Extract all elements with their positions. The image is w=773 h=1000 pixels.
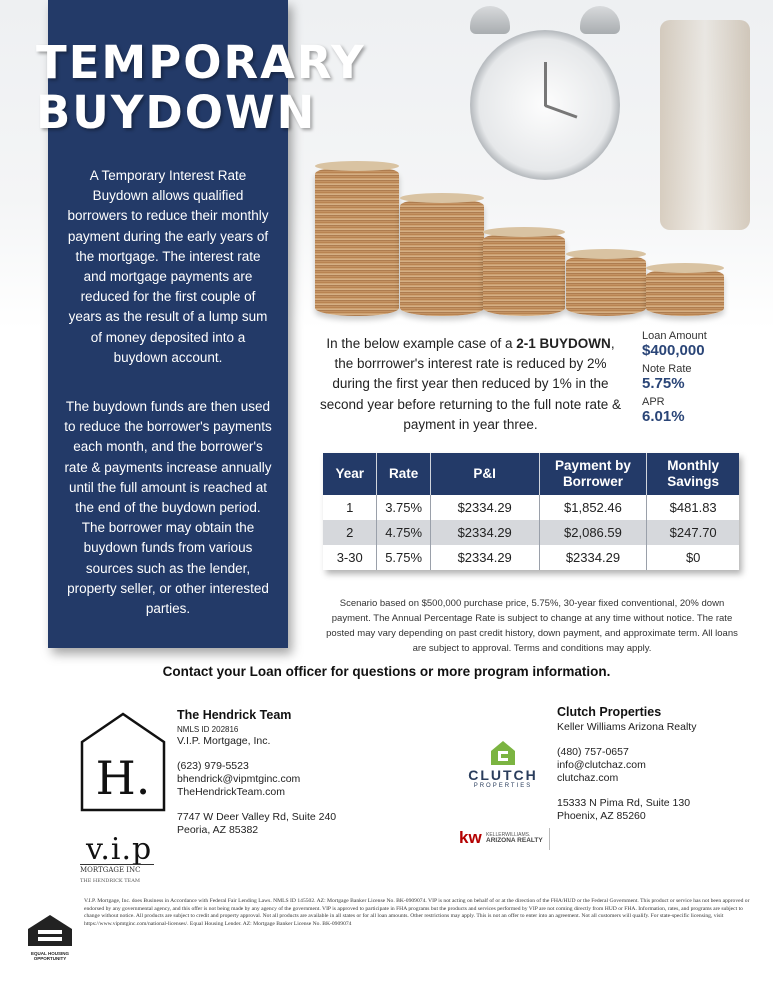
table-cell: 5.75% [377, 545, 430, 570]
header-year: Year [323, 453, 377, 495]
clutch-logo-sub: PROPERTIES [473, 783, 533, 789]
kw-line-2: ARIZONA REALTY [486, 837, 543, 844]
header-pi: P&I [430, 453, 539, 495]
intro-after: , the borrrower's interest rate is reduced by 2% during the first year then reduced by 1% in the second year before returning to the full note rate & payment in year three. [320, 336, 621, 432]
table-cell: $247.70 [647, 520, 739, 545]
clutch-properties-logo [466, 740, 540, 796]
hendrick-contact-card [177, 709, 397, 837]
sidebar-paragraph-2: The buydown funds are then used to reduce the borrower's payments each month, and the borrower's rate & payments increase annually until the full amount is reached at the end of the buydown period. The borrower may obtain the buydown funds from various sources such as the lender, property seller, or other interested parties. [64, 399, 272, 617]
hendrick-address-line-1: 7747 W Deer Valley Rd, Suite 240 [177, 811, 337, 823]
apr-label: APR [642, 396, 665, 408]
note-rate-label: Note Rate [642, 363, 692, 375]
hendrick-nmls: NMLS ID 202816 [177, 725, 239, 734]
eho-line-2: OPPORTUNITY [33, 956, 67, 961]
loan-amount-label: Loan Amount [642, 330, 707, 342]
table-cell: $2334.29 [430, 520, 539, 545]
table-cell: $481.83 [647, 495, 739, 520]
alarm-clock-image [470, 30, 620, 180]
table-cell: 3-30 [323, 545, 377, 570]
table-cell: $1,852.46 [539, 495, 647, 520]
coin-jar-image [660, 20, 750, 230]
contact-callout: Contact your Loan officer for questions or more program information. [162, 664, 611, 679]
apr-value: 6.01% [642, 408, 685, 425]
clock-bell-left [470, 6, 510, 34]
coin-stack-1 [315, 166, 399, 316]
rate-summary [642, 330, 762, 429]
table-cell: $2334.29 [430, 495, 539, 520]
vip-logo-subtitle: MORTGAGE INC [80, 864, 154, 874]
vip-logo-team: THE HENDRICK TEAM [80, 878, 140, 884]
scenario-disclaimer: Scenario based on $500,000 purchase price, 5.75%, 30-year fixed conventional, 20% down payment. The Annual Percentage Rate is subject to change at any time without notice. The rate posted may vary depending on past credit history, down payment, and approximate term. All loans are subject to approval. Terms and conditions may apply. [326, 598, 738, 654]
equal-housing-logo [24, 913, 76, 963]
hendrick-website[interactable]: TheHendrickTeam.com [177, 786, 285, 798]
clutch-website[interactable]: clutchaz.com [557, 772, 619, 784]
table-cell: $2334.29 [539, 545, 647, 570]
hendrick-team-name: The Hendrick Team [177, 708, 292, 722]
table-row [323, 545, 739, 570]
hendrick-email[interactable]: bhendrick@vipmtginc.com [177, 773, 301, 785]
vip-mortgage-logo [78, 828, 156, 888]
clutch-name: Clutch Properties [557, 705, 662, 719]
clutch-house-icon [490, 740, 516, 766]
legal-fine-print: V.I.P. Mortgage, Inc. does Business in Accordance with Federal Fair Lending Laws. NMLS ID 145502. AZ: Mortgage Banker License No. BK-0909074. VIP is not acting on behalf of or at the direction of the FHA/HUD or the Federal Government. This product or service has not been approved or endorsed by any governmental agency, and this offer is not being made by any agency of the government. VIP is approved to participate in FHA programs but the products and services performed by VIP are not coming directly from HUD or FHA. Information, rates, and programs are subject to change without notice. All products are subject to credit and property approval. Not all products are available in all states or for all loan amounts. Other restrictions may apply. This is not an offer to enter into an agreement. Not all customers will qualify. For state-specific licensing, visit https://www.vipmtginc.com/national-licenses/. Equal Housing Lender. AZ: Mortgage Banker License No. BK-0909074 [84, 898, 750, 927]
note-rate-value: 5.75% [642, 375, 685, 392]
hendrick-house-logo [80, 712, 166, 812]
clutch-address-line-1: 15333 N Pima Rd, Suite 130 [557, 797, 691, 809]
kw-letters: kw [459, 828, 482, 847]
intro-before: In the below example case of a [326, 336, 517, 351]
table-row [323, 495, 739, 520]
kw-line-1: KELLERWILLIAMS. [486, 832, 531, 838]
eho-line-1: EQUAL HOUSING [31, 951, 69, 956]
title-line-2: BUYDOWN [36, 86, 317, 139]
table-cell: $2334.29 [430, 545, 539, 570]
hendrick-address-line-2: Peoria, AZ 85382 [177, 824, 259, 836]
hendrick-logo-letter: H. [95, 751, 151, 805]
keller-williams-logo [459, 828, 550, 850]
clutch-logo-word: CLUTCH [468, 767, 538, 783]
table-row [323, 520, 739, 545]
coin-stack-5 [646, 268, 724, 316]
loan-amount-value: $400,000 [642, 342, 705, 359]
clutch-contact-card [557, 706, 757, 823]
coin-stack-4 [566, 254, 646, 316]
clock-bell-right [580, 6, 620, 34]
hendrick-company: V.I.P. Mortgage, Inc. [177, 735, 271, 747]
table-cell: 4.75% [377, 520, 430, 545]
header-rate: Rate [377, 453, 430, 495]
table-cell: $2,086.59 [539, 520, 647, 545]
page-title [36, 38, 366, 138]
sidebar-paragraph-1: A Temporary Interest Rate Buydown allows qualified borrowers to reduce their monthly payment during the early years of the mortgage. The interest rate and mortgage payments are reduced for the first couple of years as the result of a lump sum of money deposited into a buydown account. [67, 168, 269, 365]
header-payment-by-borrower: Payment by Borrower [539, 453, 647, 495]
header-monthly-savings: Monthly Savings [647, 453, 739, 495]
vip-logo-letters: v.i.p [86, 832, 153, 867]
intro-bold: 2-1 BUYDOWN [516, 336, 611, 351]
table-cell: 3.75% [377, 495, 430, 520]
coin-stack-3 [483, 232, 565, 316]
clutch-brokerage: Keller Williams Arizona Realty [557, 721, 697, 733]
kw-text [486, 832, 543, 844]
clutch-email[interactable]: info@clutchaz.com [557, 759, 646, 771]
buydown-table [323, 453, 739, 570]
clutch-phone[interactable]: (480) 757-0657 [557, 746, 629, 758]
table-cell: $0 [647, 545, 739, 570]
clutch-address-line-2: Phoenix, AZ 85260 [557, 810, 646, 822]
intro-paragraph [318, 334, 623, 435]
hendrick-phone[interactable]: (623) 979-5523 [177, 760, 249, 772]
table-header-row [323, 453, 739, 495]
table-cell: 1 [323, 495, 377, 520]
title-line-1: TEMPORARY [36, 36, 366, 89]
equal-housing-icon [24, 913, 76, 947]
coin-stack-2 [400, 198, 484, 316]
table-cell: 2 [323, 520, 377, 545]
